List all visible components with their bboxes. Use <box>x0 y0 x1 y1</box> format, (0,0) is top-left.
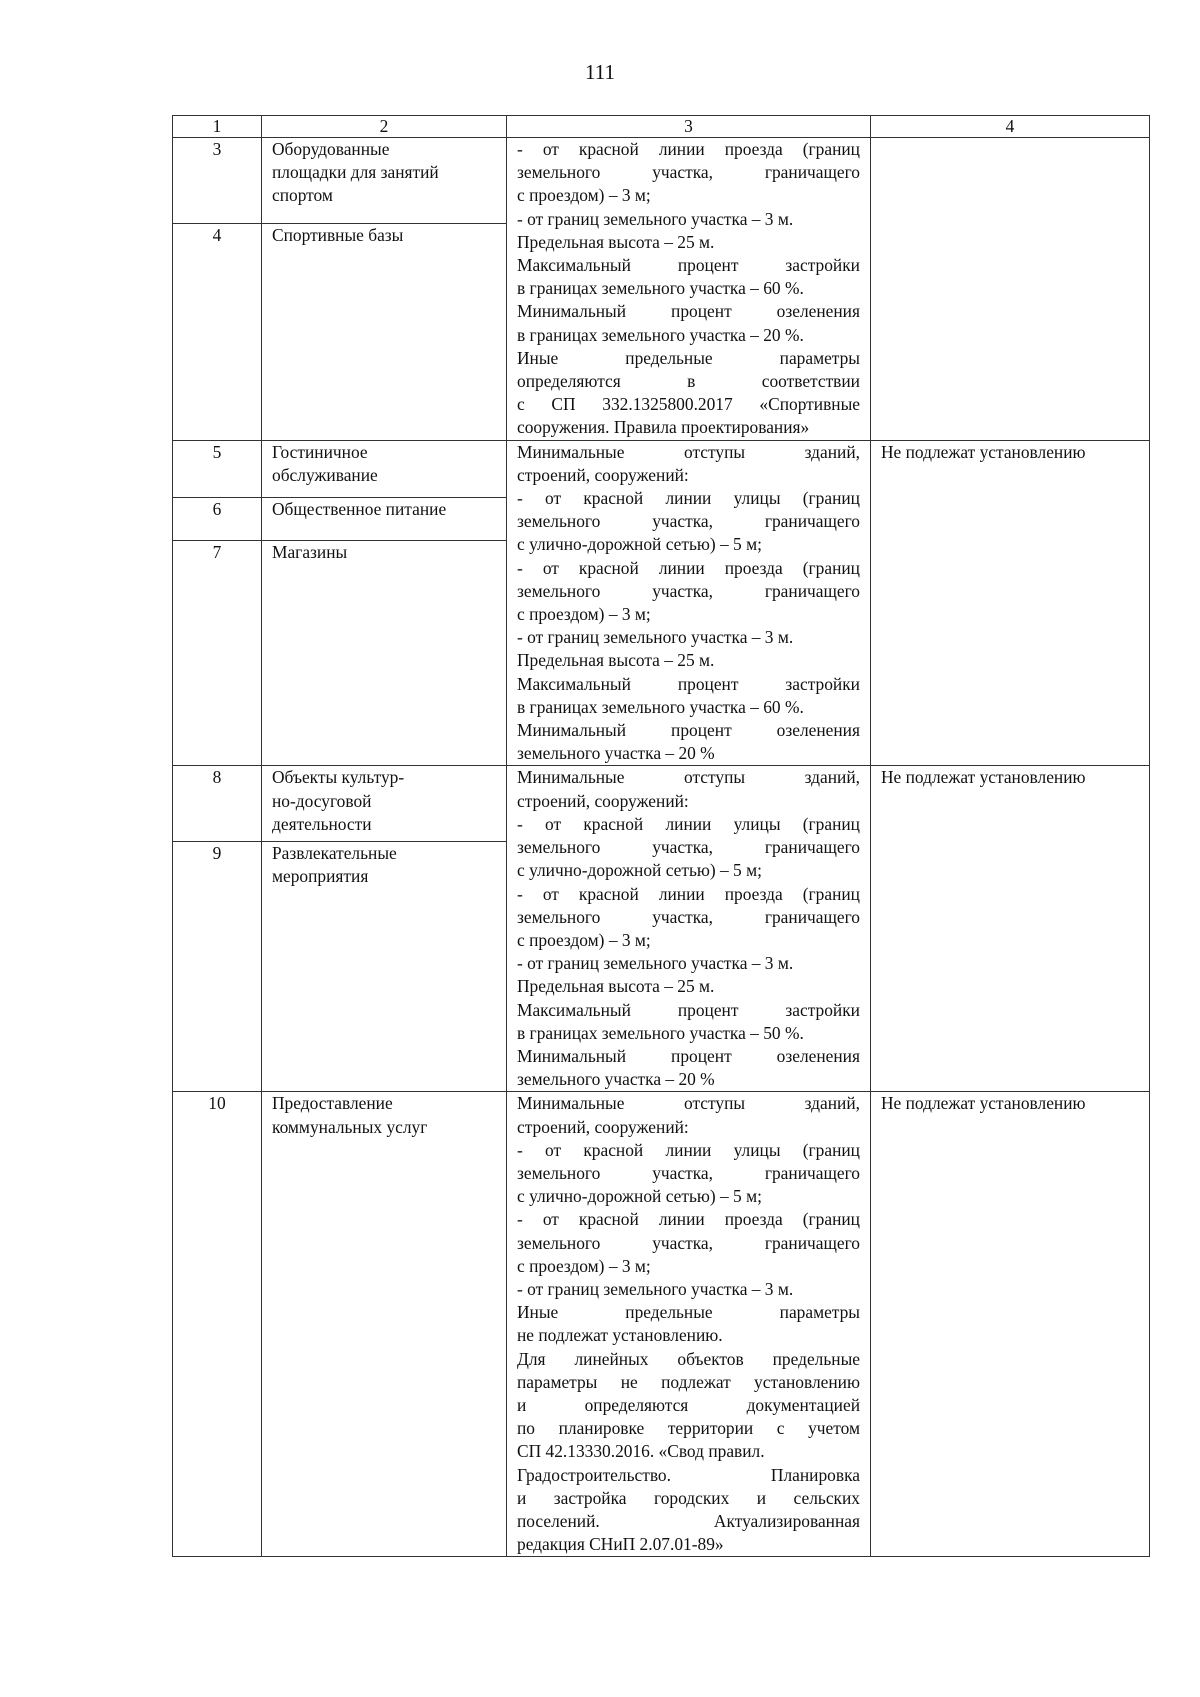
parameter-line: в границах земельного участка – 60 %. <box>517 278 804 299</box>
land-use-type-line: Общественное питание <box>272 498 447 519</box>
parameter-line: с проездом) – 3 м; <box>517 1255 651 1276</box>
parameter-line: с улично-дорожной сетью) – 5 м; <box>517 1186 762 1207</box>
parameter-line: параметры не подлежат установлению <box>517 1371 860 1392</box>
parameter-line: Минимальные отступы зданий, <box>517 1093 860 1114</box>
land-use-type-line: Предоставление <box>272 1093 393 1114</box>
land-use-type-line: Объекты культур- <box>272 767 405 788</box>
parameter-line: Минимальный процент озеленения <box>517 720 860 741</box>
parameter-line: Минимальные отступы зданий, <box>517 767 860 788</box>
parameter-line: Максимальный процент застройки <box>517 255 860 276</box>
land-use-type-line: площадки для занятий <box>272 162 439 183</box>
row-number: 9 <box>173 841 262 1092</box>
parameter-line: - от границ земельного участка – 3 м. <box>517 953 794 974</box>
land-use-type-line: обслуживание <box>272 464 378 485</box>
parameter-line: земельного участка, граничащего <box>517 1232 860 1253</box>
parameter-line: Иные предельные параметры <box>517 1302 860 1323</box>
parameter-line: - от границ земельного участка – 3 м. <box>517 627 794 648</box>
parameter-line: - от красной линии улицы (границ <box>517 813 860 834</box>
parameter-line: с улично-дорожной сетью) – 5 м; <box>517 534 762 555</box>
parameter-line: земельного участка, граничащего <box>517 837 860 858</box>
parameter-line: земельного участка, граничащего <box>517 580 860 601</box>
parameters-cell <box>507 440 871 766</box>
land-use-type-line: Магазины <box>272 541 348 562</box>
land-use-type-line: коммунальных услуг <box>272 1116 428 1137</box>
parameter-line: в границах земельного участка – 60 %. <box>517 696 804 717</box>
table-row <box>173 766 1150 841</box>
land-use-type <box>262 1092 507 1557</box>
parameter-line: - от красной линии проезда (границ <box>517 557 860 578</box>
table-body <box>173 116 1150 1557</box>
parameter-line: СП 42.13330.2016. «Свод правил. <box>517 1441 765 1462</box>
parameter-line: строений, сооружений: <box>517 1116 689 1137</box>
row-number: 3 <box>173 138 262 224</box>
row-number: 10 <box>173 1092 262 1557</box>
parameter-line: - от красной линии проезда (границ <box>517 1209 860 1230</box>
parameter-line: и застройка городских и сельских <box>517 1487 860 1508</box>
land-use-type <box>262 540 507 766</box>
land-use-type <box>262 841 507 1092</box>
land-use-type <box>262 497 507 540</box>
parameter-line: Предельная высота – 25 м. <box>517 976 715 997</box>
limits-cell: Не подлежат установлению <box>871 440 1150 766</box>
land-use-type-line: спортом <box>272 185 333 206</box>
page-number: 111 <box>585 60 615 84</box>
header-cell-1: 1 <box>173 116 262 138</box>
parameter-line: - от красной линии улицы (границ <box>517 488 860 509</box>
parameter-line: строений, сооружений: <box>517 790 689 811</box>
parameter-line: - от красной линии улицы (границ <box>517 1139 860 1160</box>
land-use-type-line: Гостиничное <box>272 441 368 462</box>
parameter-line: по планировке территории с учетом <box>517 1418 860 1439</box>
parameter-line: строений, сооружений: <box>517 464 689 485</box>
parameter-line: Для линейных объектов предельные <box>517 1348 860 1369</box>
header-row <box>173 116 1150 138</box>
parameter-line: с улично-дорожной сетью) – 5 м; <box>517 860 762 881</box>
parameter-line: - от границ земельного участка – 3 м. <box>517 1278 794 1299</box>
parameter-line: земельного участка, граничащего <box>517 511 860 532</box>
parameter-line: земельного участка – 20 % <box>517 743 715 764</box>
parameter-line: редакция СНиП 2.07.01-89» <box>517 1534 724 1555</box>
parameter-line: земельного участка, граничащего <box>517 906 860 927</box>
land-use-type-line: но-досуговой <box>272 790 372 811</box>
parameter-line: Максимальный процент застройки <box>517 673 860 694</box>
parameters-cell <box>507 766 871 1092</box>
row-number: 6 <box>173 497 262 540</box>
parameter-line: Минимальный процент озеленения <box>517 301 860 322</box>
land-use-type-line: мероприятия <box>272 865 369 886</box>
table-row <box>173 1092 1150 1557</box>
parameter-line: с проездом) – 3 м; <box>517 185 651 206</box>
parameter-line: поселений. Актуализированная <box>517 1510 860 1531</box>
table-row <box>173 138 1150 224</box>
parameter-line: земельного участка – 20 % <box>517 1069 715 1090</box>
parameter-line: Предельная высота – 25 м. <box>517 231 715 252</box>
parameter-line: определяются в соответствии <box>517 371 860 392</box>
limits-cell: Не подлежат установлению <box>871 766 1150 1092</box>
land-use-type-line: Спортивные базы <box>272 225 404 246</box>
header-cell-3: 3 <box>507 116 871 138</box>
header-cell-2: 2 <box>262 116 507 138</box>
parameter-line: Иные предельные параметры <box>517 347 860 368</box>
row-number: 5 <box>173 440 262 497</box>
land-use-type <box>262 440 507 497</box>
parameter-line: Предельная высота – 25 м. <box>517 650 715 671</box>
table-row <box>173 440 1150 497</box>
header-cell-4: 4 <box>871 116 1150 138</box>
parameter-line: земельного участка, граничащего <box>517 1162 860 1183</box>
parameter-line: - от красной линии проезда (границ <box>517 883 860 904</box>
land-use-type-line: деятельности <box>272 813 372 834</box>
parameter-line: Градостроительство. Планировка <box>517 1464 860 1485</box>
parameter-line: - от границ земельного участка – 3 м. <box>517 208 794 229</box>
land-use-type-line: Оборудованные <box>272 139 390 159</box>
limits-cell: Не подлежат установлению <box>871 1092 1150 1557</box>
parameter-line: Максимальный процент застройки <box>517 999 860 1020</box>
regulations-table <box>172 115 1150 1557</box>
parameter-line: Минимальные отступы зданий, <box>517 441 860 462</box>
parameter-line: в границах земельного участка – 50 %. <box>517 1022 804 1043</box>
parameter-line: с СП 332.1325800.2017 «Спортивные <box>517 394 860 415</box>
land-use-type-line: Развлекательные <box>272 842 397 863</box>
parameter-line: с проездом) – 3 м; <box>517 604 651 625</box>
parameter-line: не подлежат установлению. <box>517 1325 723 1346</box>
parameter-line: земельного участка, граничащего <box>517 162 860 183</box>
row-number: 7 <box>173 540 262 766</box>
land-use-type <box>262 138 507 224</box>
row-number: 4 <box>173 224 262 440</box>
parameter-line: сооружения. Правила проектирования» <box>517 417 810 438</box>
parameter-line: с проездом) – 3 м; <box>517 929 651 950</box>
parameters-cell <box>507 1092 871 1557</box>
parameter-line: - от красной линии проезда (границ <box>517 139 860 159</box>
land-use-type <box>262 224 507 440</box>
parameter-line: Минимальный процент озеленения <box>517 1045 860 1066</box>
parameter-line: и определяются документацией <box>517 1394 860 1415</box>
row-number: 8 <box>173 766 262 841</box>
land-use-type <box>262 766 507 841</box>
limits-cell <box>871 138 1150 441</box>
parameters-cell <box>507 138 871 441</box>
parameter-line: в границах земельного участка – 20 %. <box>517 324 804 345</box>
